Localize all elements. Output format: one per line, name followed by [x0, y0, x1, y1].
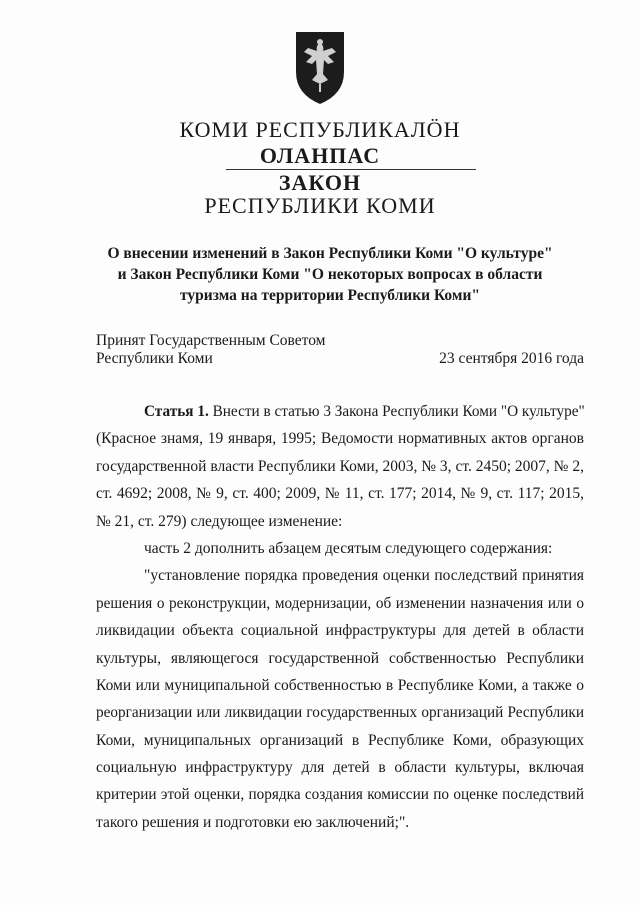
law-title-line: и Закон Республики Коми "О некоторых вопросах в области: [117, 266, 543, 283]
adoption-line-1: Принят Государственным Советом: [96, 332, 326, 349]
part-intro: часть 2 дополнить абзацем десятым следующего содержания:: [144, 539, 553, 557]
article-first-line: [96, 398, 584, 425]
article-line: ст. 4692; 2008, № 9, ст. 400; 2009, № 11, ст. 177; 2014, № 9, ст. 117; 2015,: [96, 485, 584, 503]
quote-line: Коми или муниципальной собственностью в Республике Коми, а также о: [96, 676, 584, 694]
header-olanpas: ОЛАНПАС: [259, 143, 381, 168]
header-komi-republic: КОМИ РЕСПУБЛИКАЛӦН: [179, 117, 461, 142]
header-republic-komi: РЕСПУБЛИКИ КОМИ: [204, 193, 436, 218]
adoption-line-2: Республики Коми: [96, 350, 213, 367]
article-body: [96, 398, 584, 836]
adoption-date: 23 сентября 2016 года: [439, 350, 584, 367]
quote-line: Коми, муниципальных организаций в Республике Коми, образующих: [96, 731, 584, 749]
quote-line: культуры, являющегося государственной собственностью Республики: [96, 649, 584, 667]
quote-line: реорганизации или ликвидации государственных организаций Республики: [96, 704, 584, 722]
quote-line: решения о реконструкции, модернизации, об изменении назначения или о: [96, 594, 584, 612]
quote-line: критерии этой оценки, порядка создания комиссии по оценке последствий: [96, 786, 584, 804]
article-line: № 21, ст. 279) следующее изменение:: [96, 512, 343, 530]
article-line: государственной власти Республики Коми, 2003, № 3, ст. 2450; 2007, № 2,: [96, 457, 584, 475]
law-title: [80, 243, 580, 306]
quote-first-line: "установление порядка проведения оценки последствий принятия: [144, 567, 584, 585]
article-first-line-text: Внести в статью 3 Закона Республики Коми "О культуре": [208, 403, 585, 420]
header-zakon: ЗАКОН: [278, 170, 362, 195]
article-line: (Красное знамя, 19 января, 1995; Ведомости нормативных актов органов: [96, 430, 584, 448]
law-title-line: О внесении изменений в Закон Республики Коми "О культуре": [107, 245, 553, 262]
komi-coat-of-arms-icon: [290, 22, 350, 106]
quote-line: такого решения и подготовки ею заключений;".: [96, 813, 410, 831]
article-label: Статья 1.: [144, 403, 209, 420]
quote-line: ликвидации объекта социальной инфраструктуры для детей в области: [96, 622, 584, 640]
law-title-line: туризма на территории Республики Коми": [180, 287, 480, 304]
quote-line: социальную инфраструктуру для детей в области культуры, включая: [96, 759, 584, 777]
